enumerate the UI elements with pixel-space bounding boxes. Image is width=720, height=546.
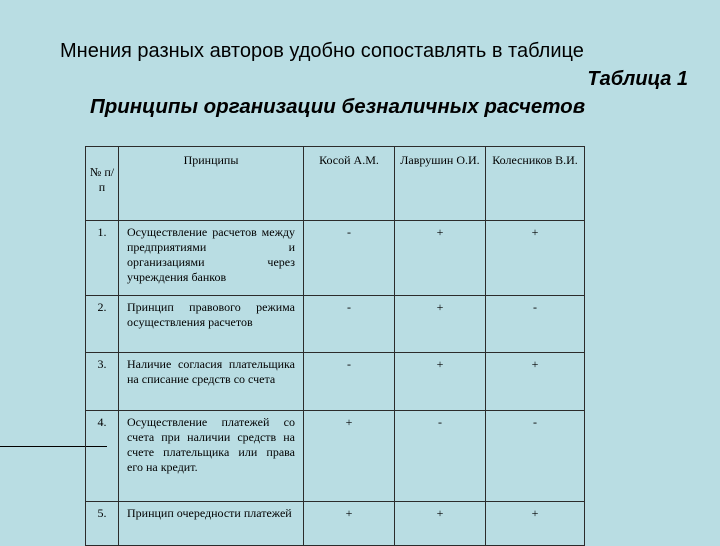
- header-num: № п/ п: [86, 147, 119, 221]
- row-principle: Осуществление расчетов между предприятиями и организациями через учреждения банков: [127, 225, 295, 284]
- row-principle: Наличие согласия плательщика на списание средств со счета: [127, 357, 295, 386]
- row-mark-kolesnikov: -: [533, 300, 537, 314]
- table-header-row: [86, 147, 585, 221]
- intro-text: Мнения разных авторов удобно сопоставлять в таблице: [60, 40, 584, 62]
- row-mark-lavrushin: +: [436, 300, 444, 314]
- header-author-kosoy: Косой А.М.: [304, 147, 395, 221]
- table-title: Принципы организации безналичных расчетов: [90, 95, 586, 118]
- table-label: Таблица 1: [587, 68, 688, 90]
- row-mark-kolesnikov: +: [531, 357, 539, 371]
- row-mark-kosoy: +: [345, 415, 353, 429]
- header-principle: Принципы: [119, 147, 304, 221]
- table-row: [86, 353, 585, 411]
- row-mark-lavrushin: +: [436, 225, 444, 239]
- table-row: [86, 502, 585, 546]
- row-mark-kosoy: +: [345, 506, 353, 520]
- row-mark-lavrushin: +: [436, 506, 444, 520]
- row-mark-kosoy: -: [347, 357, 351, 371]
- row-mark-lavrushin: +: [436, 357, 444, 371]
- row-mark-kolesnikov: +: [531, 506, 539, 520]
- row-mark-kosoy: -: [347, 300, 351, 314]
- comparison-table: [85, 146, 585, 546]
- row-mark-kolesnikov: -: [533, 415, 537, 429]
- row-principle: Принцип правового режима осуществления расчетов: [127, 300, 295, 329]
- row-mark-kolesnikov: +: [531, 225, 539, 239]
- row-principle: Осуществление платежей со счета при наличии средств на счете плательщика или права его на кредит.: [127, 415, 295, 474]
- row-num: 4.: [97, 415, 107, 429]
- row-num: 3.: [97, 357, 107, 371]
- header-author-lavrushin: Лаврушин О.И.: [395, 147, 486, 221]
- row-num: 5.: [97, 506, 107, 520]
- header-author-kolesnikov: Колесников В.И.: [486, 147, 585, 221]
- table-row: [86, 221, 585, 296]
- table-row: [86, 296, 585, 353]
- row-mark-kosoy: -: [347, 225, 351, 239]
- table-row: [86, 411, 585, 502]
- row-num: 1.: [97, 225, 107, 239]
- row-principle: Принцип очередности платежей: [127, 506, 292, 520]
- row-num: 2.: [97, 300, 107, 314]
- row-mark-lavrushin: -: [438, 415, 442, 429]
